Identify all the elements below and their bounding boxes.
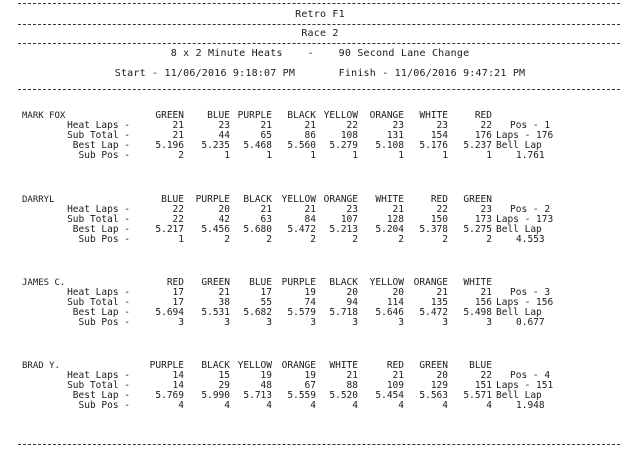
heat-laps-row-cell: 22	[346, 120, 358, 131]
best-lap-row-cell: 5.682	[243, 307, 272, 318]
lane-header-cell: PURPLE	[149, 360, 184, 371]
row-label: Best Lap -	[72, 224, 130, 235]
sub-pos-row-cell: 2	[178, 150, 184, 161]
sub-pos-row-cell: 3	[310, 317, 316, 328]
sub-pos-row-cell: 1	[224, 150, 230, 161]
best-lap-row-cell: 5.468	[243, 140, 272, 151]
race-times: Start - 11/06/2016 9:18:07 PM Finish - 11/06/2016 9:47:21 PM	[114, 68, 526, 79]
sub-pos-row-cell: 2	[224, 234, 230, 245]
lane-header-cell: RED	[166, 277, 184, 288]
best-lap-row-cell: 5.718	[329, 307, 358, 318]
sub-pos-row-cell: 3	[442, 317, 448, 328]
sub-total-row-cell: 14	[172, 380, 184, 391]
lane-header-cell: ORANGE	[369, 110, 404, 121]
lane-header-cell: WHITE	[375, 194, 404, 205]
sub-total-row-cell: 150	[430, 214, 448, 225]
row-label: Sub Total -	[67, 130, 130, 141]
lane-header-cell: YELLOW	[369, 277, 404, 288]
sub-pos-row-cell: 1	[352, 150, 358, 161]
heat-laps-row-cell: 23	[346, 204, 358, 215]
final-position: Pos - 3	[510, 287, 551, 298]
heat-laps-row-cell: 23	[218, 120, 230, 131]
bell-lap-value: 1.761	[516, 150, 545, 161]
best-lap-row-cell: 5.454	[375, 390, 404, 401]
best-lap-row-cell: 5.472	[419, 307, 448, 318]
best-lap-row-cell: 5.559	[287, 390, 316, 401]
bell-lap-label: Bell Lap	[496, 307, 542, 318]
report-title: Retro F1	[295, 9, 345, 20]
race-format: 8 x 2 Minute Heats - 90 Second Lane Change	[170, 48, 470, 59]
row-label: Sub Pos -	[78, 317, 130, 328]
best-lap-row-cell: 5.279	[329, 140, 358, 151]
heat-laps-row-cell: 17	[172, 287, 184, 298]
lane-header-cell: WHITE	[329, 360, 358, 371]
sub-total-row-cell: 173	[474, 214, 492, 225]
sub-total-row-cell: 156	[474, 297, 492, 308]
separator	[18, 43, 620, 44]
sub-pos-row-cell: 2	[266, 234, 272, 245]
best-lap-row-cell: 5.769	[155, 390, 184, 401]
best-lap-row-cell: 5.498	[463, 307, 492, 318]
lane-header-cell: BLACK	[243, 194, 272, 205]
sub-total-row-cell: 29	[218, 380, 230, 391]
sub-total-row-cell: 65	[260, 130, 272, 141]
heat-laps-row-cell: 21	[392, 370, 404, 381]
lane-header-cell: GREEN	[419, 360, 448, 371]
best-lap-row-cell: 5.108	[375, 140, 404, 151]
row-label: Best Lap -	[72, 307, 130, 318]
best-lap-row-cell: 5.204	[375, 224, 404, 235]
sub-pos-row-cell: 1	[442, 150, 448, 161]
sub-pos-row-cell: 3	[398, 317, 404, 328]
heat-laps-row-cell: 14	[172, 370, 184, 381]
sub-pos-row-cell: 3	[178, 317, 184, 328]
sub-total-row-cell: 131	[386, 130, 404, 141]
row-label: Sub Total -	[67, 380, 130, 391]
heat-laps-row-cell: 23	[392, 120, 404, 131]
total-laps: Laps - 156	[496, 297, 554, 308]
heat-laps-row-cell: 22	[480, 120, 492, 131]
best-lap-row-cell: 5.571	[463, 390, 492, 401]
driver-block	[0, 361, 640, 425]
heat-laps-row-cell: 20	[346, 287, 358, 298]
heat-laps-row-cell: 20	[436, 370, 448, 381]
sub-total-row-cell: 44	[218, 130, 230, 141]
best-lap-row-cell: 5.275	[463, 224, 492, 235]
driver-name: JAMES C.	[22, 278, 66, 288]
lane-header-cell: PURPLE	[237, 110, 272, 121]
sub-pos-row-cell: 3	[486, 317, 492, 328]
driver-block	[0, 111, 640, 175]
heat-laps-row-cell: 21	[304, 204, 316, 215]
separator	[18, 3, 620, 4]
sub-pos-row-cell: 4	[178, 400, 184, 411]
final-position: Pos - 1	[510, 120, 551, 131]
final-position: Pos - 2	[510, 204, 551, 215]
lane-header-cell: PURPLE	[195, 194, 230, 205]
sub-pos-row-cell: 1	[310, 150, 316, 161]
driver-name: BRAD Y.	[22, 361, 60, 371]
sub-total-row-cell: 128	[386, 214, 404, 225]
lane-header-cell: YELLOW	[281, 194, 316, 205]
best-lap-row-cell: 5.680	[243, 224, 272, 235]
best-lap-row-cell: 5.235	[201, 140, 230, 151]
heat-laps-row-cell: 21	[172, 120, 184, 131]
sub-total-row-cell: 63	[260, 214, 272, 225]
sub-total-row-cell: 88	[346, 380, 358, 391]
best-lap-row-cell: 5.456	[201, 224, 230, 235]
driver-block	[0, 278, 640, 342]
sub-total-row-cell: 38	[218, 297, 230, 308]
row-label: Sub Pos -	[78, 400, 130, 411]
sub-pos-row-cell: 3	[266, 317, 272, 328]
sub-pos-row-cell: 1	[398, 150, 404, 161]
lane-header-cell: GREEN	[155, 110, 184, 121]
row-label: Sub Pos -	[78, 234, 130, 245]
bell-lap-label: Bell Lap	[496, 224, 542, 235]
sub-total-row-cell: 94	[346, 297, 358, 308]
lane-header-cell: BLACK	[329, 277, 358, 288]
sub-total-row-cell: 114	[386, 297, 404, 308]
sub-pos-row-cell: 4	[266, 400, 272, 411]
heat-laps-row-cell: 23	[436, 120, 448, 131]
sub-total-row-cell: 135	[430, 297, 448, 308]
row-label: Heat Laps -	[67, 120, 130, 131]
sub-pos-row-cell: 4	[352, 400, 358, 411]
sub-total-row-cell: 107	[340, 214, 358, 225]
sub-pos-row-cell: 2	[486, 234, 492, 245]
sub-pos-row-cell: 4	[398, 400, 404, 411]
lane-header-cell: RED	[386, 360, 404, 371]
heat-laps-row-cell: 21	[218, 287, 230, 298]
bell-lap-value: 1.948	[516, 400, 545, 411]
best-lap-row-cell: 5.237	[463, 140, 492, 151]
row-label: Heat Laps -	[67, 204, 130, 215]
sub-total-row-cell: 151	[474, 380, 492, 391]
bell-lap-value: 0.677	[516, 317, 545, 328]
heat-laps-row-cell: 21	[260, 204, 272, 215]
lane-header-cell: BLACK	[201, 360, 230, 371]
lane-header-cell: BLUE	[249, 277, 272, 288]
driver-name: MARK FOX	[22, 111, 66, 121]
sub-total-row-cell: 42	[218, 214, 230, 225]
best-lap-row-cell: 5.472	[287, 224, 316, 235]
lane-header-cell: BLUE	[469, 360, 492, 371]
lane-header-cell: PURPLE	[281, 277, 316, 288]
best-lap-row-cell: 5.579	[287, 307, 316, 318]
sub-total-row-cell: 109	[386, 380, 404, 391]
row-label: Sub Total -	[67, 297, 130, 308]
sub-total-row-cell: 129	[430, 380, 448, 391]
row-label: Heat Laps -	[67, 287, 130, 298]
sub-total-row-cell: 67	[304, 380, 316, 391]
best-lap-row-cell: 5.213	[329, 224, 358, 235]
best-lap-row-cell: 5.563	[419, 390, 448, 401]
lane-header-cell: ORANGE	[413, 277, 448, 288]
lane-header-cell: RED	[474, 110, 492, 121]
heat-laps-row-cell: 21	[260, 120, 272, 131]
lane-header-cell: BLACK	[287, 110, 316, 121]
best-lap-row-cell: 5.378	[419, 224, 448, 235]
lane-header-cell: YELLOW	[323, 110, 358, 121]
best-lap-row-cell: 5.520	[329, 390, 358, 401]
heat-laps-row-cell: 20	[392, 287, 404, 298]
best-lap-row-cell: 5.217	[155, 224, 184, 235]
row-label: Best Lap -	[72, 140, 130, 151]
total-laps: Laps - 151	[496, 380, 554, 391]
heat-laps-row-cell: 15	[218, 370, 230, 381]
sub-pos-row-cell: 4	[310, 400, 316, 411]
sub-pos-row-cell: 3	[224, 317, 230, 328]
sub-total-row-cell: 55	[260, 297, 272, 308]
separator	[18, 444, 620, 445]
lane-header-cell: BLUE	[161, 194, 184, 205]
row-label: Sub Pos -	[78, 150, 130, 161]
sub-pos-row-cell: 4	[442, 400, 448, 411]
heat-laps-row-cell: 21	[392, 204, 404, 215]
sub-total-row-cell: 154	[430, 130, 448, 141]
best-lap-row-cell: 5.646	[375, 307, 404, 318]
sub-total-row-cell: 84	[304, 214, 316, 225]
sub-total-row-cell: 176	[474, 130, 492, 141]
sub-pos-row-cell: 1	[486, 150, 492, 161]
sub-pos-row-cell: 3	[352, 317, 358, 328]
best-lap-row-cell: 5.196	[155, 140, 184, 151]
sub-pos-row-cell: 4	[224, 400, 230, 411]
sub-pos-row-cell: 2	[442, 234, 448, 245]
separator	[18, 89, 620, 90]
lane-header-cell: YELLOW	[237, 360, 272, 371]
driver-name: DARRYL	[22, 195, 55, 205]
driver-block	[0, 195, 640, 259]
sub-pos-row-cell: 2	[352, 234, 358, 245]
bell-lap-label: Bell Lap	[496, 140, 542, 151]
heat-laps-row-cell: 20	[218, 204, 230, 215]
heat-laps-row-cell: 22	[172, 204, 184, 215]
heat-laps-row-cell: 22	[436, 204, 448, 215]
row-label: Best Lap -	[72, 390, 130, 401]
lane-header-cell: GREEN	[463, 194, 492, 205]
bell-lap-value: 4.553	[516, 234, 545, 245]
final-position: Pos - 4	[510, 370, 551, 381]
row-label: Heat Laps -	[67, 370, 130, 381]
lane-header-cell: ORANGE	[281, 360, 316, 371]
sub-pos-row-cell: 2	[310, 234, 316, 245]
best-lap-row-cell: 5.176	[419, 140, 448, 151]
heat-laps-row-cell: 21	[480, 287, 492, 298]
sub-total-row-cell: 21	[172, 130, 184, 141]
heat-laps-row-cell: 19	[304, 287, 316, 298]
sub-total-row-cell: 17	[172, 297, 184, 308]
race-number: Race 2	[301, 28, 339, 39]
sub-pos-row-cell: 1	[266, 150, 272, 161]
heat-laps-row-cell: 19	[260, 370, 272, 381]
heat-laps-row-cell: 23	[480, 204, 492, 215]
lane-header-cell: ORANGE	[323, 194, 358, 205]
sub-total-row-cell: 108	[340, 130, 358, 141]
lane-header-cell: WHITE	[463, 277, 492, 288]
heat-laps-row-cell: 21	[304, 120, 316, 131]
lane-header-cell: GREEN	[201, 277, 230, 288]
heat-laps-row-cell: 22	[480, 370, 492, 381]
row-label: Sub Total -	[67, 214, 130, 225]
best-lap-row-cell: 5.713	[243, 390, 272, 401]
sub-total-row-cell: 86	[304, 130, 316, 141]
lane-header-cell: WHITE	[419, 110, 448, 121]
heat-laps-row-cell: 21	[346, 370, 358, 381]
total-laps: Laps - 176	[496, 130, 554, 141]
best-lap-row-cell: 5.560	[287, 140, 316, 151]
sub-total-row-cell: 74	[304, 297, 316, 308]
total-laps: Laps - 173	[496, 214, 554, 225]
best-lap-row-cell: 5.694	[155, 307, 184, 318]
best-lap-row-cell: 5.990	[201, 390, 230, 401]
best-lap-row-cell: 5.531	[201, 307, 230, 318]
sub-pos-row-cell: 4	[486, 400, 492, 411]
heat-laps-row-cell: 19	[304, 370, 316, 381]
bell-lap-label: Bell Lap	[496, 390, 542, 401]
sub-pos-row-cell: 1	[178, 234, 184, 245]
heat-laps-row-cell: 21	[436, 287, 448, 298]
lane-header-cell: BLUE	[207, 110, 230, 121]
lane-header-cell: RED	[430, 194, 448, 205]
sub-pos-row-cell: 2	[398, 234, 404, 245]
sub-total-row-cell: 48	[260, 380, 272, 391]
separator	[18, 24, 620, 25]
heat-laps-row-cell: 17	[260, 287, 272, 298]
sub-total-row-cell: 22	[172, 214, 184, 225]
